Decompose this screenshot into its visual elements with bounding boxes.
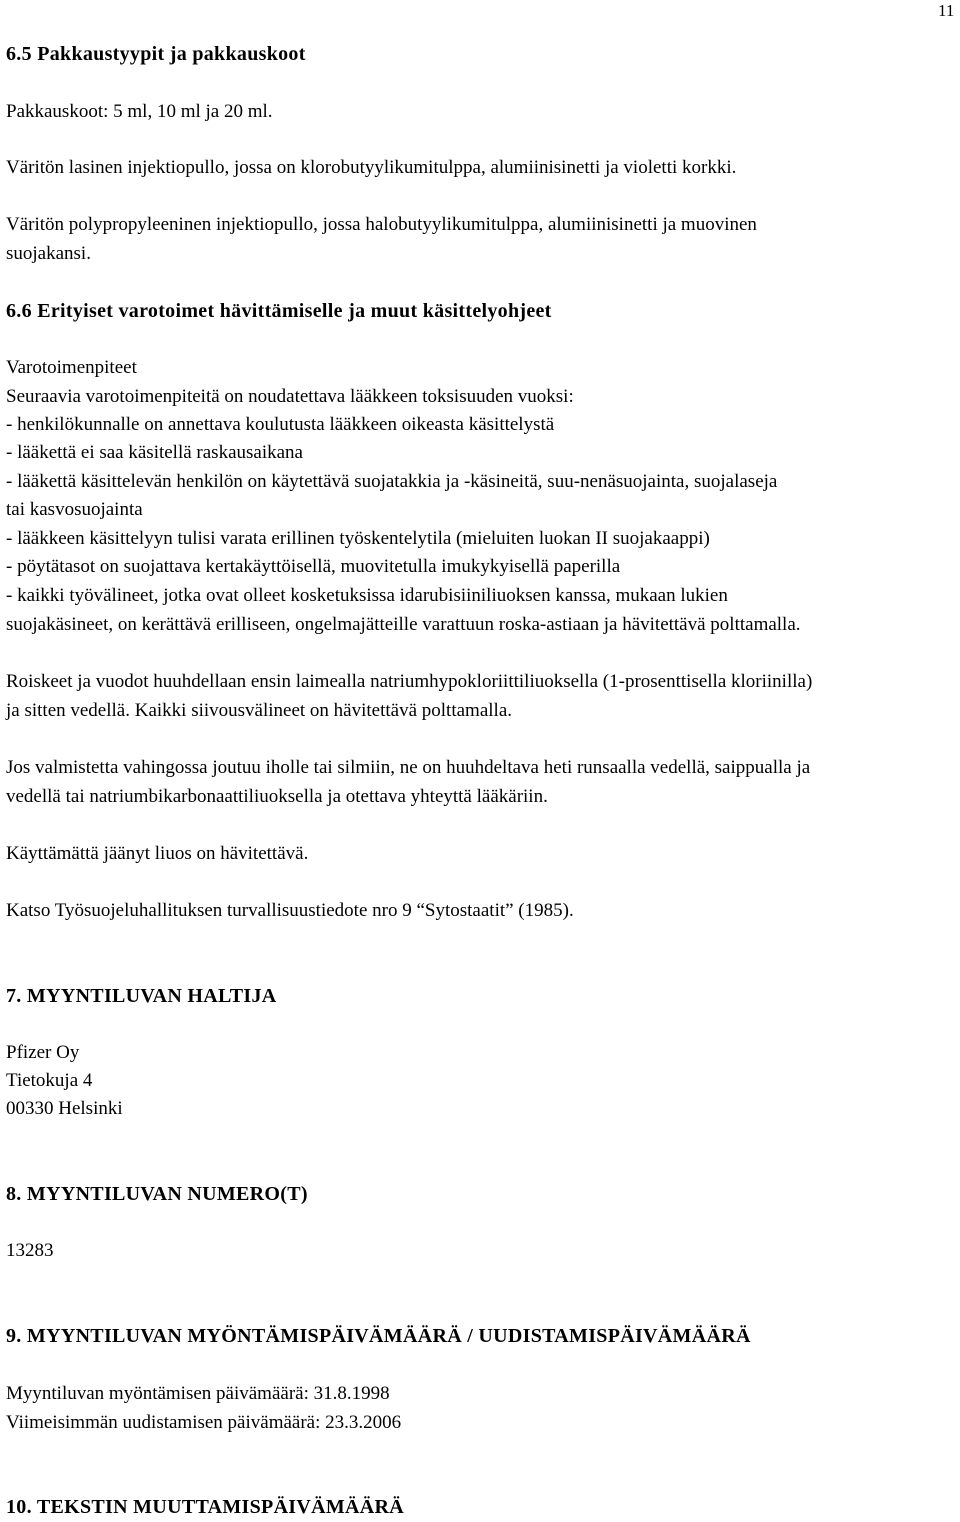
section-10-heading: 10. TEKSTIN MUUTTAMISPÄIVÄMÄÄRÄ <box>6 1496 405 1518</box>
first-authorisation-date: Myyntiluvan myöntämisen päivämäärä: 31.8.1998 <box>6 1383 390 1404</box>
holder-city: 00330 Helsinki <box>6 1098 123 1119</box>
precaution-item: - lääkettä käsittelevän henkilön on käytettävä suojatakkia ja -käsineitä, suu-nenäsuojainta, suojalaseja <box>6 471 778 492</box>
safety-bulletin-reference: Katso Työsuojeluhallituksen turvallisuustiedote nro 9 “Sytostaatit” (1985). <box>6 900 574 921</box>
skin-contact-instruction-line2: vedellä tai natriumbikarbonaattiliuoksella ja otettava yhteyttä lääkäriin. <box>6 786 548 807</box>
section-9-heading: 9. MYYNTILUVAN MYÖNTÄMISPÄIVÄMÄÄRÄ / UUDISTAMISPÄIVÄMÄÄRÄ <box>6 1325 751 1347</box>
unused-solution-instruction: Käyttämättä jäänyt liuos on hävitettävä. <box>6 843 309 864</box>
precaution-item: - henkilökunnalle on annettava koulutusta lääkkeen oikeasta käsittelystä <box>6 414 555 435</box>
spills-instruction-line2: ja sitten vedellä. Kaikki siivousvälineet on hävitettävä polttamalla. <box>6 700 512 721</box>
glass-vial-description: Väritön lasinen injektiopullo, jossa on klorobutyylikumitulppa, alumiinisinetti ja violetti korkki. <box>6 157 737 178</box>
precautions-subheading: Varotoimenpiteet <box>6 357 137 378</box>
spills-instruction-line1: Roiskeet ja vuodot huuhdellaan ensin laimealla natriumhypokloriittiliuoksella (1-prosenttisella kloriinilla) <box>6 671 813 692</box>
pp-vial-description-line2: suojakansi. <box>6 243 91 264</box>
precaution-item-continued: tai kasvosuojainta <box>6 499 143 520</box>
section-7-heading: 7. MYYNTILUVAN HALTIJA <box>6 985 277 1007</box>
skin-contact-instruction-line1: Jos valmistetta vahingossa joutuu iholle tai silmiin, ne on huuhdeltava heti runsaalla vedellä, saippualla ja <box>6 757 811 778</box>
precaution-item: - lääkettä ei saa käsitellä raskausaikana <box>6 442 303 463</box>
pp-vial-description-line1: Väritön polypropyleeninen injektiopullo, jossa halobutyylikumitulppa, alumiinisinetti ja muovinen <box>6 214 757 235</box>
pack-sizes: Pakkauskoot: 5 ml, 10 ml ja 20 ml. <box>6 101 273 122</box>
section-8-heading: 8. MYYNTILUVAN NUMERO(T) <box>6 1183 308 1205</box>
precautions-intro: Seuraavia varotoimenpiteitä on noudatettava lääkkeen toksisuuden vuoksi: <box>6 386 574 407</box>
precaution-item: - lääkkeen käsittelyyn tulisi varata erillinen työskentelytila (mieluiten luokan II suojakaappi) <box>6 528 710 549</box>
section-6-5-heading: 6.5 Pakkaustyypit ja pakkauskoot <box>6 43 306 65</box>
holder-company: Pfizer Oy <box>6 1042 80 1063</box>
page-number: 11 <box>938 1 955 20</box>
holder-street: Tietokuja 4 <box>6 1070 93 1091</box>
authorisation-number: 13283 <box>6 1240 54 1261</box>
section-6-6-heading: 6.6 Erityiset varotoimet hävittämiselle ja muut käsittelyohjeet <box>6 300 552 322</box>
precaution-item-continued: suojakäsineet, on kerättävä erilliseen, ongelmajätteille varattuun roska-astiaan ja hävitettävä polttamalla. <box>6 614 801 635</box>
precaution-item: - kaikki työvälineet, jotka ovat olleet kosketuksissa idarubisiiniliuoksen kanssa, mukaan lukien <box>6 585 728 606</box>
precaution-item: - pöytätasot on suojattava kertakäyttöisellä, muovitetulla imukykyisellä paperilla <box>6 556 621 577</box>
renewal-date: Viimeisimmän uudistamisen päivämäärä: 23.3.2006 <box>6 1412 402 1433</box>
